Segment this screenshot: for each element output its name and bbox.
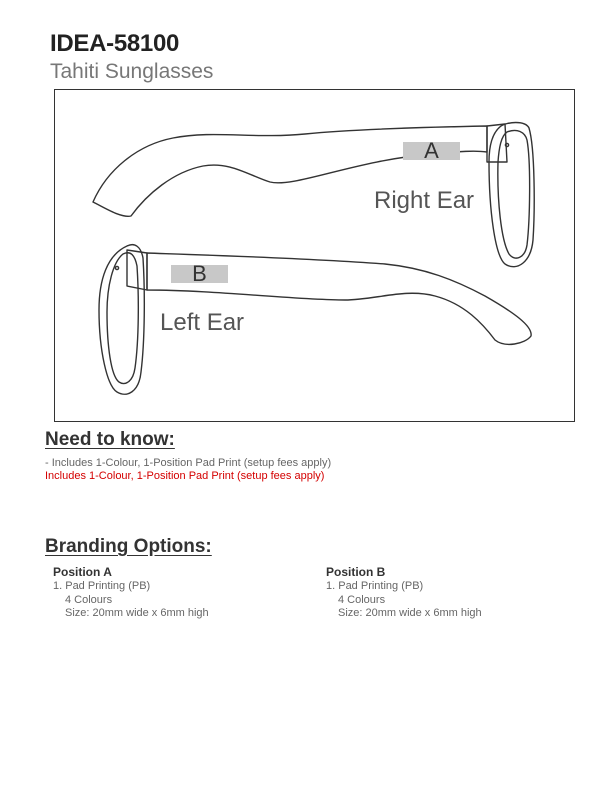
print-area-b (171, 261, 228, 286)
position-a-heading: Position A (53, 565, 112, 579)
position-a-size: Size: 20mm wide x 6mm high (65, 607, 209, 619)
product-drawing-frame (54, 89, 575, 422)
branding-options-heading: Branding Options: (45, 536, 212, 557)
position-b-heading: Position B (326, 565, 386, 579)
position-b-size: Size: 20mm wide x 6mm high (338, 607, 482, 619)
position-b-block (326, 565, 482, 621)
print-area-b-label: B (192, 261, 207, 286)
right-hinge-screw (505, 143, 508, 146)
left-lens-inner (107, 253, 138, 384)
position-a-method: 1. Pad Printing (PB) (53, 580, 151, 592)
need-to-know-note-highlight: Includes 1-Colour, 1-Position Pad Print (setup fees apply) (45, 470, 325, 482)
print-area-a-label: A (424, 138, 439, 163)
sunglasses-line-drawing (55, 90, 576, 423)
need-to-know-note: - Includes 1-Colour, 1-Position Pad Print (setup fees apply) (45, 457, 332, 469)
right-lens-inner (498, 130, 530, 258)
left-ear-label: Left Ear (160, 309, 245, 336)
position-a-colours: 4 Colours (65, 593, 113, 606)
position-a-block (53, 565, 209, 621)
product-title: IDEA-58100 (50, 30, 180, 57)
print-area-a (403, 138, 460, 163)
position-b-colours: 4 Colours (338, 593, 386, 606)
position-b-method: 1. Pad Printing (PB) (326, 580, 424, 592)
need-to-know-heading: Need to know: (45, 429, 175, 450)
right-ear-label: Right Ear (374, 187, 475, 214)
left-hinge-screw (115, 266, 118, 269)
product-subtitle: Tahiti Sunglasses (50, 60, 214, 83)
